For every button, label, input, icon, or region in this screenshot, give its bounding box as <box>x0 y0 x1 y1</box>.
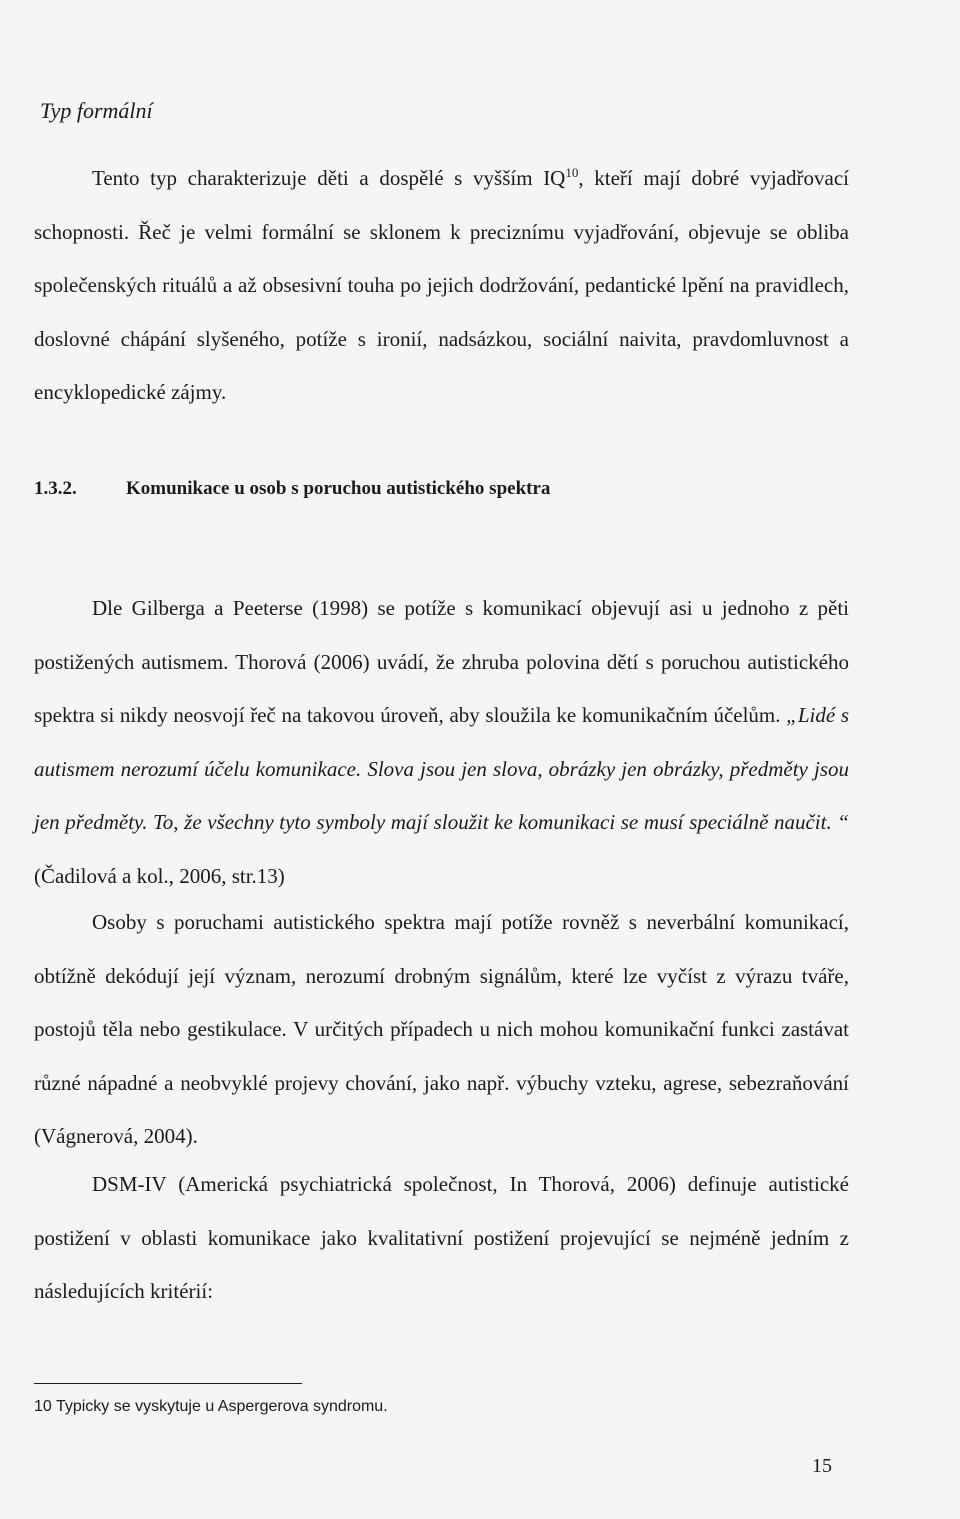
footnote-divider <box>34 1383 302 1384</box>
footnote <box>34 1398 388 1416</box>
paragraph-formal-type <box>34 152 849 420</box>
paragraph-dsm <box>34 1158 849 1319</box>
page-number: 15 <box>812 1455 832 1477</box>
footnote-ref: 10 <box>565 165 579 180</box>
section-heading <box>34 478 550 500</box>
paragraph-text-rest: , kteří mají dobré vyjadřovací schopnosti. Řeč je velmi formální se sklonem k preciznímu vyjadřování, objevuje se obliba společenských rituálů a až obsesivní touha po jejich dodržování, pedantické lpění na pravidlech, doslovné chápání slyšeného, potíže s ironií, nadsázkou, sociální naivita, pravdomluvnost a encyklopedické zájmy. <box>34 166 849 404</box>
section-label: Typ formální <box>40 98 153 123</box>
heading-title: Komunikace u osob s poruchou autistického spektra <box>126 478 551 499</box>
footnote-marker: 10 <box>34 1398 52 1415</box>
paragraph-text: Dle Gilberga a Peeterse (1998) se potíže s komunikací objevují asi u jednoho z pěti postižených autismem. Thorová (2006) uvádí, že zhruba polovina dětí s poruchou autistického spektra si nikdy neosvojí řeč na takovou úroveň, aby sloužila ke komunikačním účelům. <box>34 596 849 727</box>
paragraph-nonverbal <box>34 896 849 1164</box>
paragraph-text: DSM-IV (Americká psychiatrická společnost, In Thorová, 2006) definuje autistické postižení v oblasti komunikace jako kvalitativní postižení projevující se nejméně jedním z následujících kritérií: <box>34 1172 849 1303</box>
heading-number: 1.3.2. <box>34 478 77 499</box>
footnote-text: Typicky se vyskytuje u Aspergerova syndromu. <box>55 1398 388 1415</box>
quote-text: „Lidé s autismem nerozumí účelu komunikace. Slova jsou jen slova, obrázky jen obrázky, předměty jsou jen předměty. To, že všechny tyto symboly mají sloužit ke komunikaci se musí speciálně naučit. “ <box>34 703 849 834</box>
paragraph-communication <box>34 582 849 903</box>
paragraph-text: Tento typ charakterizuje děti a dospělé s vyšším IQ <box>92 166 566 190</box>
paragraph-text: Osoby s poruchami autistického spektra mají potíže rovněž s neverbální komunikací, obtížně dekódují její význam, nerozumí drobným signálům, které lze vyčíst z výrazu tváře, postojů těla nebo gestikulace. V určitých případech u nich mohou komunikační funkci zastávat různé nápadné a neobvyklé projevy chování, jako např. výbuchy vzteku, agrese, sebezraňování (Vágnerová, 2004). <box>34 910 849 1148</box>
citation-text: (Čadilová a kol., 2006, str.13) <box>34 863 285 888</box>
